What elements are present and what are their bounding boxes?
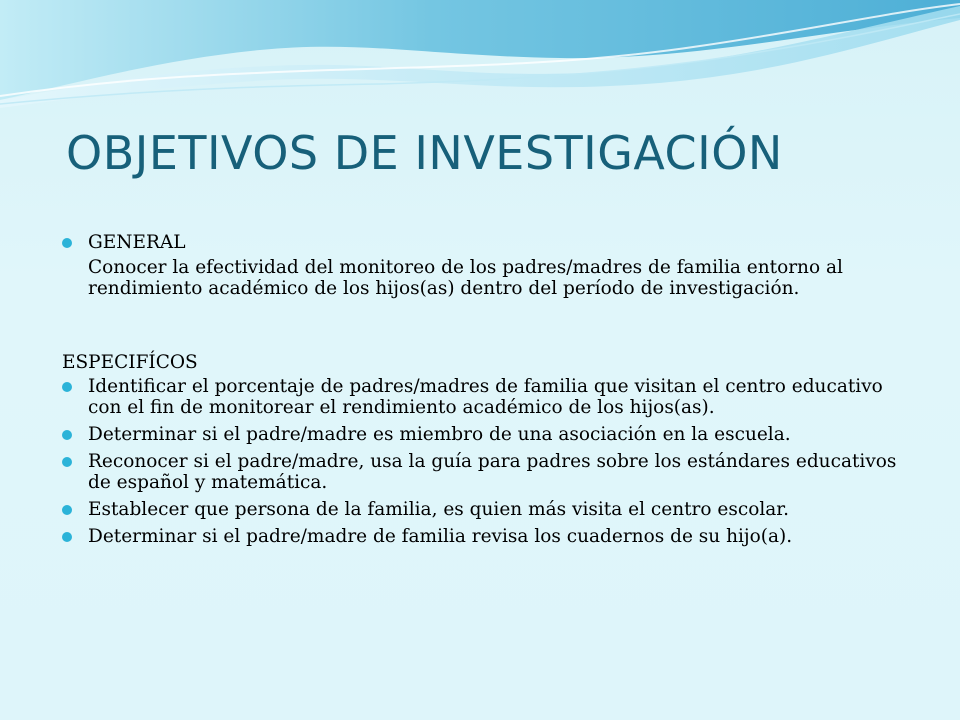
specific-objective-text: Reconocer si el padre/madre, usa la guía para padres sobre los estándares educativos de español y matemática. — [88, 451, 897, 493]
bullet-icon — [62, 457, 72, 467]
list-item — [62, 499, 922, 520]
specific-objective-text: Establecer que persona de la familia, es quien más visita el centro escolar. — [88, 499, 789, 520]
specific-objective-text: Determinar si el padre/madre de familia revisa los cuadernos de su hijo(a). — [88, 526, 793, 547]
list-item — [62, 451, 922, 493]
specific-objectives-list — [62, 376, 922, 547]
bullet-icon — [62, 238, 72, 248]
bullet-icon — [62, 505, 72, 515]
header-wave-decoration — [0, 0, 960, 120]
general-objective-text: Conocer la efectividad del monitoreo de los padres/madres de familia entorno al rendimiento académico de los hijos(as) dentro del período de investigación. — [88, 257, 843, 299]
specific-objective-text: Determinar si el padre/madre es miembro de una asociación en la escuela. — [88, 424, 791, 445]
specific-objective-text: Identificar el porcentaje de padres/madres de familia que visitan el centro educativo con el fin de monitorear el rendimiento académico de los hijos(as). — [88, 376, 883, 418]
bullet-icon — [62, 430, 72, 440]
bullet-icon — [62, 532, 72, 542]
slide-body — [62, 232, 922, 553]
general-heading: GENERAL — [88, 232, 186, 253]
list-item — [62, 376, 922, 418]
list-item — [62, 526, 922, 547]
slide-title: OBJETIVOS DE INVESTIGACIÓN — [66, 126, 783, 180]
bullet-icon — [62, 382, 72, 392]
general-heading-item — [62, 232, 922, 253]
specific-heading: ESPECIFÍCOS — [62, 352, 198, 373]
list-item — [62, 424, 922, 445]
